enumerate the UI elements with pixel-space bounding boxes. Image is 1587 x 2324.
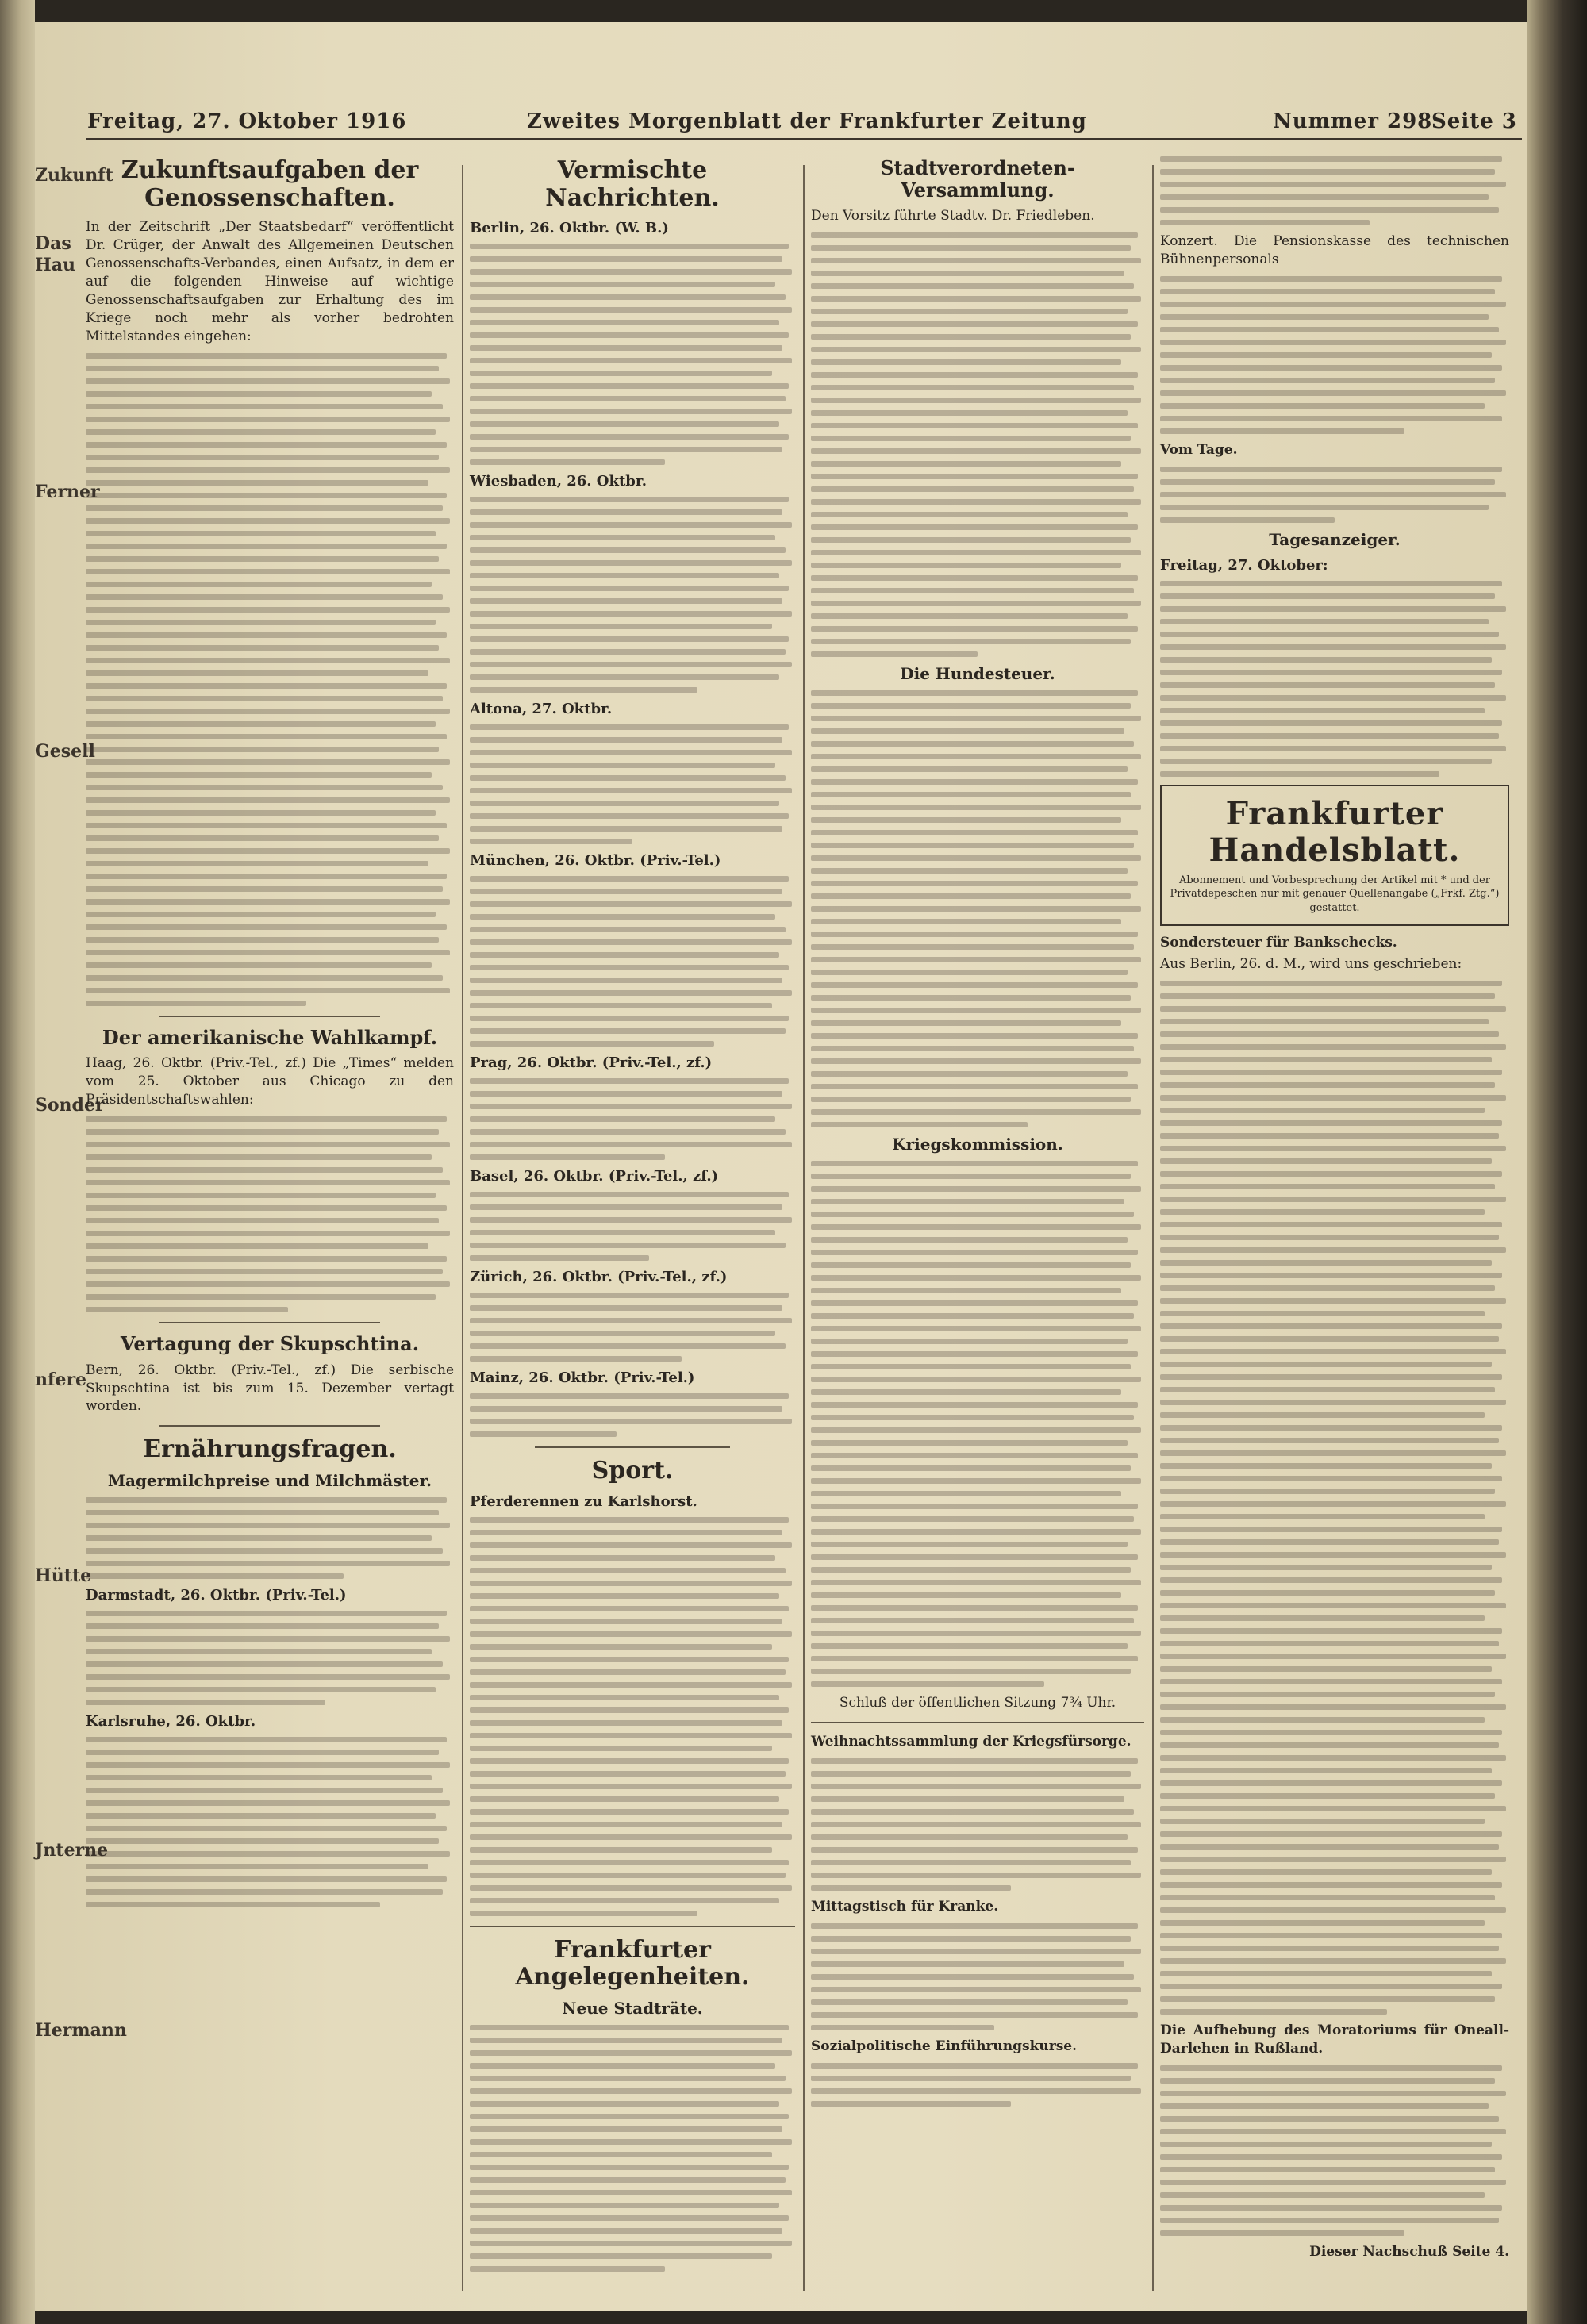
- margin-word: Das Hau: [35, 233, 76, 275]
- article-text-lines: [811, 1923, 1144, 2030]
- dateline-altona: Altona, 27. Oktbr.: [470, 701, 613, 717]
- article-text-lines: [86, 353, 454, 1006]
- headline-hundesteuer: Die Hundesteuer.: [900, 664, 1055, 684]
- article-weihnachtssammlung: Weihnachtssammlung der Kriegsfürsorge.: [811, 1734, 1132, 1750]
- header-rule: [86, 138, 1522, 140]
- column-4: [1160, 149, 1509, 2264]
- header-page: Seite 3: [1431, 109, 1517, 133]
- article-text-lines: [470, 244, 795, 465]
- separator: [811, 1722, 1144, 1723]
- margin-word: Hermann: [35, 2019, 127, 2041]
- article-konzert: Konzert. Die Pensionskasse des technischen Bühnenpersonals: [1160, 233, 1509, 267]
- article-text-lines: [86, 1116, 454, 1312]
- article-text-lines: [470, 876, 795, 1047]
- dateline-karlsruhe: Karlsruhe, 26. Oktbr.: [86, 1712, 256, 1730]
- dateline-wiesbaden: Wiesbaden, 26. Oktbr.: [470, 473, 647, 490]
- column-3: [811, 149, 1144, 2114]
- headline-frankfurter-angelegenheiten: Frankfurter Angelegenheiten.: [515, 1935, 750, 1991]
- column-rule: [1152, 165, 1154, 2291]
- headline-stadtverordneten: Stadtverordneten-Versammlung.: [880, 156, 1075, 202]
- previous-page-edge: [0, 0, 35, 2324]
- margin-word: Jnterne: [35, 1840, 109, 1861]
- header-date: Freitag, 27. Oktober 1916: [87, 109, 407, 133]
- subheadline-neue-stadtraete: Neue Stadträte.: [562, 1998, 703, 2018]
- column-2: [470, 149, 795, 2279]
- headline-vermischte-nachrichten: Vermischte Nachrichten.: [545, 156, 720, 212]
- article-text-lines: [470, 2025, 795, 2272]
- article-text-lines: [811, 1758, 1144, 1891]
- margin-word: Ferner: [35, 482, 100, 503]
- article-text-lines: [470, 724, 795, 844]
- article-vom-tage: Vom Tage.: [1160, 441, 1238, 458]
- article-sondersteuer-intro: Aus Berlin, 26. d. M., wird uns geschrieben:: [1160, 956, 1462, 973]
- margin-word: Sonder: [35, 1094, 105, 1116]
- marginalia: [35, 165, 127, 2041]
- article-wahlkampf-dateline: Haag, 26. Oktbr. (Priv.-Tel., zf.) Die „Times“ melden vom 25. Oktober aus Chicago zu den Präsidentschaftswahlen:: [86, 1055, 454, 1108]
- subheadline-magermilchpreise: Magermilchpreise und Milchmäster.: [107, 1470, 432, 1490]
- dateline-darmstadt: Darmstadt, 26. Oktbr. (Priv.-Tel.): [86, 1586, 347, 1604]
- article-text-lines: [1160, 276, 1509, 434]
- column-rule: [462, 165, 463, 2291]
- headline-ernaehrungsfragen: Ernährungsfragen.: [143, 1435, 397, 1464]
- session-end-note: Schluß der öffentlichen Sitzung 7¾ Uhr.: [839, 1695, 1116, 1711]
- headline-kriegskommission: Kriegskommission.: [892, 1135, 1063, 1154]
- separator: [470, 1926, 795, 1927]
- article-text-lines: [86, 1737, 454, 1907]
- separator: [159, 1322, 380, 1323]
- article-text-lines: [1160, 2065, 1509, 2236]
- article-text-lines: [1160, 981, 1509, 2015]
- article-text-lines: [86, 1497, 454, 1579]
- dateline-basel: Basel, 26. Oktbr. (Priv.-Tel., zf.): [470, 1168, 719, 1185]
- article-stadtverordneten-chair: Den Vorsitz führte Stadtv. Dr. Friedleben.: [811, 208, 1095, 225]
- separator: [535, 1446, 730, 1448]
- margin-word: Gesell: [35, 740, 95, 762]
- headline-skupschtina: Vertagung der Skupschtina.: [120, 1331, 420, 1355]
- article-text-lines: [811, 2063, 1144, 2107]
- dateline-muenchen: München, 26. Oktbr. (Priv.-Tel.): [470, 852, 721, 869]
- article-text-lines: [470, 1393, 795, 1437]
- margin-word: Hütte: [35, 1565, 92, 1586]
- continuation-note: Dieser Nachschuß Seite 4.: [1309, 2244, 1509, 2261]
- article-genossenschaften-intro: In der Zeitschrift „Der Staatsbedarf“ veröffentlicht Dr. Crüger, der Anwalt des Allgemeinen Deutschen Genossenschafts-Verbandes, einen Aufsatz, in dem er auf die folgenden Hinweise auf wichtige Genossenschaftsaufgaben zur Erhaltung des im Kriege noch mehr als vorher bedrohten Mittelstandes eingehen:: [86, 219, 454, 344]
- article-text-lines: [811, 690, 1144, 1127]
- binding-edge: [1527, 0, 1587, 2324]
- agenda-lines: [1160, 581, 1509, 777]
- tagesanzeiger-date: Freitag, 27. Oktober:: [1160, 556, 1328, 574]
- margin-word: nfere: [35, 1369, 87, 1391]
- newspaper-page: [35, 22, 1527, 2311]
- headline-tagesanzeiger: Tagesanzeiger.: [1269, 529, 1401, 549]
- article-skupschtina: Bern, 26. Oktbr. (Priv.-Tel., zf.) Die serbische Skupschtina ist bis zum 15. Dezember vertagt worden.: [86, 1362, 454, 1415]
- margin-word: Zukunft: [35, 165, 113, 186]
- article-mittagstisch: Mittagstisch für Kranke.: [811, 1899, 999, 1915]
- separator: [159, 1016, 380, 1017]
- article-sozialpolitische-kurse: Sozialpolitische Einführungskurse.: [811, 2038, 1078, 2054]
- header-number: Nummer 298: [1273, 109, 1433, 133]
- article-text-lines: [470, 1293, 795, 1362]
- article-text-lines: [470, 1192, 795, 1261]
- article-text-lines: [86, 1611, 454, 1705]
- handelsblatt-banner: [1160, 785, 1509, 927]
- header-masthead: Zweites Morgenblatt der Frankfurter Zeitung: [527, 109, 1087, 133]
- dateline-zuerich: Zürich, 26. Oktbr. (Priv.-Tel., zf.): [470, 1269, 728, 1285]
- article-text-lines: [470, 1078, 795, 1160]
- article-text-lines: [470, 1517, 795, 1916]
- headline-moratorium: Die Aufhebung des Moratoriums für Oneall-Darlehen in Rußland.: [1160, 2022, 1509, 2057]
- headline-genossenschaften: Zukunftsaufgaben der Genossenschaften.: [121, 156, 419, 212]
- handelsblatt-title: Frankfurter Handelsblatt.: [1209, 794, 1461, 869]
- dateline-prag: Prag, 26. Oktbr. (Priv.-Tel., zf.): [470, 1054, 713, 1071]
- separator: [159, 1425, 380, 1427]
- article-text-lines: [811, 232, 1144, 657]
- column-rule: [803, 165, 805, 2291]
- headline-amerikanischer-wahlkampf: Der amerikanische Wahlkampf.: [102, 1025, 438, 1049]
- article-text-lines: [811, 1161, 1144, 1687]
- headline-sondersteuer: Sondersteuer für Bankschecks.: [1160, 935, 1397, 951]
- article-text-lines: [1160, 467, 1509, 523]
- dateline-pferderennen: Pferderennen zu Karlshorst.: [470, 1492, 697, 1510]
- dateline-berlin: Berlin, 26. Oktbr. (W. B.): [470, 220, 669, 236]
- handelsblatt-notice: Abonnement und Vorbesprechung der Artikel mit * und der Privatdepeschen nur mit genauer Quellenangabe („Frkf. Ztg.“) gestattet.: [1170, 874, 1500, 914]
- column-1: [86, 149, 454, 1915]
- article-text-lines: [1160, 156, 1509, 225]
- headline-sport: Sport.: [591, 1457, 674, 1485]
- article-text-lines: [470, 497, 795, 693]
- dateline-mainz: Mainz, 26. Oktbr. (Priv.-Tel.): [470, 1369, 695, 1386]
